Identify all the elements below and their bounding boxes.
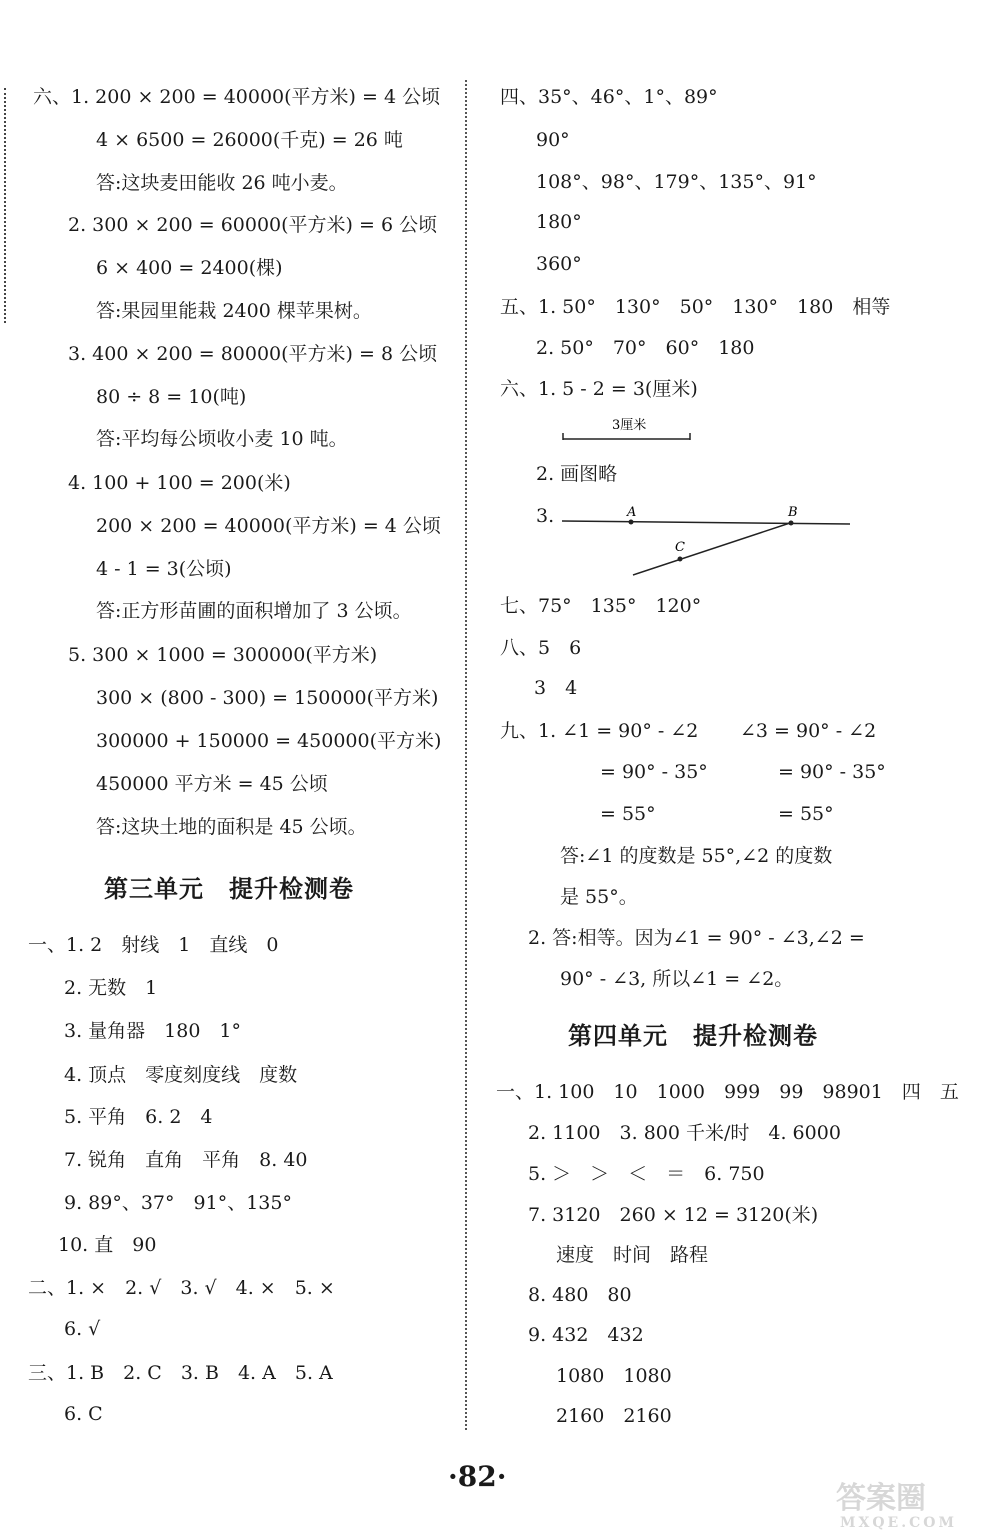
- answer-line: 答:这块土地的面积是 45 公顷。: [96, 816, 367, 838]
- answer-line: 6. C: [64, 1403, 103, 1425]
- answer-line: = 90° - 35°: [600, 761, 708, 783]
- answer-line: 五、1. 50° 130° 50° 130° 180 相等: [500, 296, 891, 318]
- answer-line: 四、35°、46°、1°、89°: [500, 86, 718, 108]
- answer-line: 答:平均每公顷收小麦 10 吨。: [96, 428, 348, 450]
- answer-line: 2. 300 × 200 = 60000(平方米) = 6 公顷: [68, 214, 438, 236]
- answer-line: 2. 答:相等。因为∠1 = 90° - ∠3,∠2 =: [528, 927, 865, 949]
- answer-line: 360°: [536, 253, 582, 275]
- answer-line: 5. 300 × 1000 = 300000(平方米): [68, 644, 378, 666]
- answer-line: ∠3 = 90° - ∠2: [740, 720, 877, 742]
- answer-line: 3. 量角器 180 1°: [64, 1020, 242, 1042]
- answer-line: 二、1. × 2. √ 3. √ 4. × 5. ×: [28, 1277, 335, 1299]
- answer-line: 300 × (800 - 300) = 150000(平方米): [96, 687, 439, 709]
- answer-line: 10. 直 90: [58, 1234, 157, 1256]
- answer-line: 七、75° 135° 120°: [500, 595, 702, 617]
- segment-diagram: [558, 412, 698, 446]
- point-a: [629, 520, 634, 525]
- answer-line: 90°: [536, 129, 570, 151]
- answer-line: 2. 1100 3. 800 千米/时 4. 6000: [528, 1122, 841, 1144]
- answer-line: 八、5 6: [500, 637, 582, 659]
- binding-margin-line: [4, 88, 6, 323]
- line-ab: [562, 521, 850, 524]
- answer-line: = 90° - 35°: [778, 761, 886, 783]
- answer-line: 答:∠1 的度数是 55°,∠2 的度数: [560, 845, 833, 867]
- answer-line: 4. 100 + 100 = 200(米): [68, 472, 291, 494]
- point-b: [789, 521, 794, 526]
- answer-line: 2. 50° 70° 60° 180: [536, 337, 755, 359]
- answer-line: 9. 432 432: [528, 1324, 644, 1346]
- unit4-title: 第四单元 提升检测卷: [568, 1022, 818, 1050]
- column-divider: [465, 80, 467, 1430]
- answer-line: 4. 顶点 零度刻度线 度数: [64, 1064, 298, 1086]
- answer-line: 6 × 400 = 2400(棵): [96, 257, 283, 279]
- answer-line: 一、1. 100 10 1000 999 99 98901 四 五: [496, 1081, 959, 1103]
- answer-line: 4 × 6500 = 26000(千克) = 26 吨: [96, 129, 403, 151]
- answer-line: 2160 2160: [556, 1405, 672, 1427]
- label-b: B: [788, 505, 798, 520]
- answer-line: 六、1. 5 - 2 = 3(厘米): [500, 378, 698, 400]
- answer-line: 5. 平角 6. 2 4: [64, 1106, 213, 1128]
- watermark-title: 答案圈: [836, 1481, 926, 1516]
- answer-line: 8. 480 80: [528, 1284, 632, 1306]
- answer-line: 9. 89°、37° 91°、135°: [64, 1192, 292, 1214]
- answer-line: 九、1. ∠1 = 90° - ∠2: [500, 720, 699, 742]
- watermark-url: MXQE.COM: [840, 1515, 957, 1530]
- answer-line: 90° - ∠3, 所以∠1 = ∠2。: [560, 968, 794, 990]
- answer-line: 300000 + 150000 = 450000(平方米): [96, 730, 442, 752]
- answer-line: 200 × 200 = 40000(平方米) = 4 公顷: [96, 515, 441, 537]
- label-c: C: [675, 540, 685, 555]
- answer-line: 180°: [536, 211, 582, 233]
- answer-line: 答:正方形苗圃的面积增加了 3 公顷。: [96, 600, 412, 622]
- answer-line: 3.: [536, 505, 555, 527]
- label-a: A: [627, 505, 637, 520]
- segment-label: 3厘米: [612, 418, 647, 433]
- watermark-logo: [830, 1478, 990, 1530]
- unit3-title: 第三单元 提升检测卷: [104, 875, 354, 903]
- answer-line: 1080 1080: [556, 1365, 672, 1387]
- line-diagram: [556, 500, 856, 580]
- answer-line: 一、1. 2 射线 1 直线 0: [28, 934, 279, 956]
- answer-line: 4 - 1 = 3(公顷): [96, 558, 232, 580]
- answer-line: 3. 400 × 200 = 80000(平方米) = 8 公顷: [68, 343, 438, 365]
- answer-line: 7. 锐角 直角 平角 8. 40: [64, 1149, 308, 1171]
- page-number: ·82·: [448, 1460, 507, 1493]
- answer-line: 答:这块麦田能收 26 吨小麦。: [96, 172, 348, 194]
- answer-line: 答:果园里能栽 2400 棵苹果树。: [96, 300, 372, 322]
- answer-line: 六、1. 200 × 200 = 40000(平方米) = 4 公顷: [33, 86, 441, 108]
- answer-line: 6. √: [64, 1318, 101, 1340]
- answer-line: 3 4: [534, 677, 578, 699]
- answer-line: 速度 时间 路程: [556, 1244, 709, 1266]
- answer-line: 2. 无数 1: [64, 977, 158, 999]
- answer-line: 450000 平方米 = 45 公顷: [96, 773, 328, 795]
- point-c: [678, 557, 683, 562]
- line-bc: [633, 522, 793, 575]
- answer-line: = 55°: [600, 803, 656, 825]
- answer-line: 2. 画图略: [536, 463, 618, 485]
- answer-line: 是 55°。: [560, 886, 638, 908]
- answer-line: 5. ＞ ＞ ＜ ＝ 6. 750: [528, 1163, 765, 1185]
- answer-line: 7. 3120 260 × 12 = 3120(米): [528, 1204, 819, 1226]
- answer-line: = 55°: [778, 803, 834, 825]
- answer-line: 三、1. B 2. C 3. B 4. A 5. A: [28, 1362, 333, 1384]
- answer-line: 108°、98°、179°、135°、91°: [536, 171, 817, 193]
- answer-line: 80 ÷ 8 = 10(吨): [96, 386, 247, 408]
